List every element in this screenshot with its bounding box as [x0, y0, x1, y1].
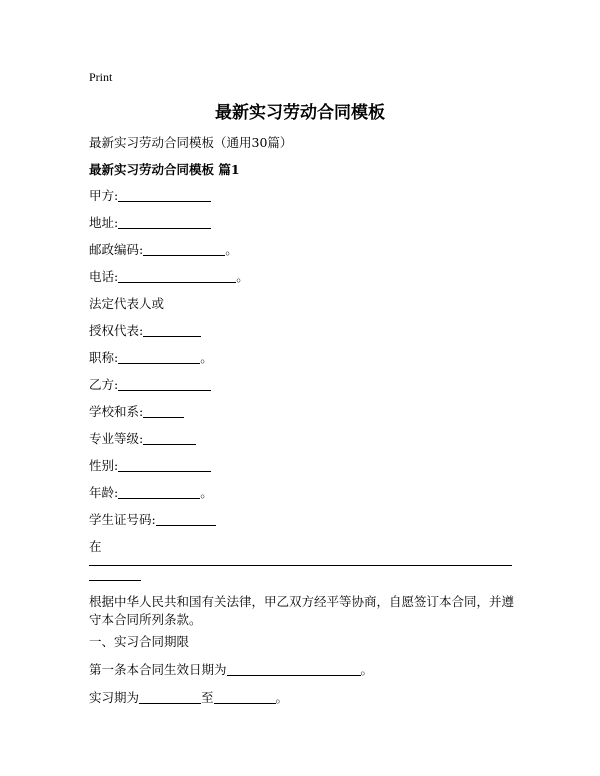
period-mark: 。	[225, 242, 238, 257]
address-field	[89, 215, 211, 231]
party-b-blank	[118, 377, 211, 391]
student-id-blank	[156, 512, 216, 526]
short-underline	[89, 580, 141, 581]
body-paragraph: 根据中华人民共和国有关法律，甲乙双方经平等协商，自愿签订本合同，并遵守本合同所列条款。	[89, 594, 515, 627]
print-label: Print	[89, 70, 113, 84]
student-id-field	[89, 512, 216, 528]
gender-blank	[118, 458, 211, 472]
job-title-label: 职称:	[89, 350, 119, 365]
age-field	[89, 485, 213, 501]
authorized-rep-label: 授权代表:	[89, 323, 144, 338]
internship-period-label: 实习期为	[89, 690, 140, 705]
period-mark: 。	[200, 350, 213, 365]
postcode-label: 邮政编码:	[89, 242, 144, 257]
address-blank	[118, 215, 211, 229]
internship-period-field	[89, 690, 288, 706]
phone-blank	[118, 269, 236, 283]
gender-label: 性别:	[89, 458, 119, 473]
major-level-label: 专业等级:	[89, 431, 144, 446]
at-field	[89, 539, 102, 555]
document-subtitle: 最新实习劳动合同模板（通用30篇）	[89, 135, 293, 150]
school-dept-field	[89, 404, 184, 420]
chapter-one-label: 一、实习合同期限	[89, 634, 190, 649]
age-label: 年龄:	[89, 485, 119, 500]
period-mark: 。	[360, 662, 374, 677]
postcode-field	[89, 242, 238, 258]
school-dept-label: 学校和系:	[89, 404, 144, 419]
party-b-field	[89, 377, 211, 393]
effective-date-blank	[227, 662, 361, 676]
job-title-blank	[118, 350, 200, 364]
period-mark: 。	[200, 485, 213, 500]
major-level-field	[89, 431, 196, 447]
document-title: 最新实习劳动合同模板	[215, 103, 385, 123]
school-dept-blank	[143, 404, 184, 418]
party-a-label: 甲方:	[89, 188, 119, 203]
at-label: 在	[89, 539, 102, 554]
to-label: 至	[201, 690, 214, 705]
period-mark: 。	[275, 690, 289, 705]
party-b-label: 乙方:	[89, 377, 119, 392]
postcode-blank	[143, 242, 225, 256]
authorized-rep-field	[89, 323, 201, 339]
period-start-blank	[139, 690, 201, 704]
party-a-blank	[118, 188, 211, 202]
major-level-blank	[143, 431, 196, 445]
address-label: 地址:	[89, 215, 119, 230]
chapter-one-heading	[89, 634, 189, 650]
job-title-field	[89, 350, 213, 366]
article-one-label: 第一条本合同生效日期为	[89, 662, 227, 677]
period-end-blank	[214, 690, 276, 704]
phone-field	[89, 269, 249, 285]
period-mark: 。	[236, 269, 249, 284]
legal-rep-label: 法定代表人或	[89, 296, 165, 311]
article-one-field	[89, 662, 373, 678]
student-id-label: 学生证号码:	[89, 512, 156, 527]
long-underline	[89, 565, 512, 566]
phone-label: 电话:	[89, 269, 119, 284]
gender-field	[89, 458, 211, 474]
legal-rep-field	[89, 296, 164, 312]
party-a-field	[89, 188, 211, 204]
age-blank	[118, 485, 200, 499]
authorized-rep-blank	[143, 323, 201, 337]
section-heading: 最新实习劳动合同模板 篇1	[89, 162, 240, 177]
